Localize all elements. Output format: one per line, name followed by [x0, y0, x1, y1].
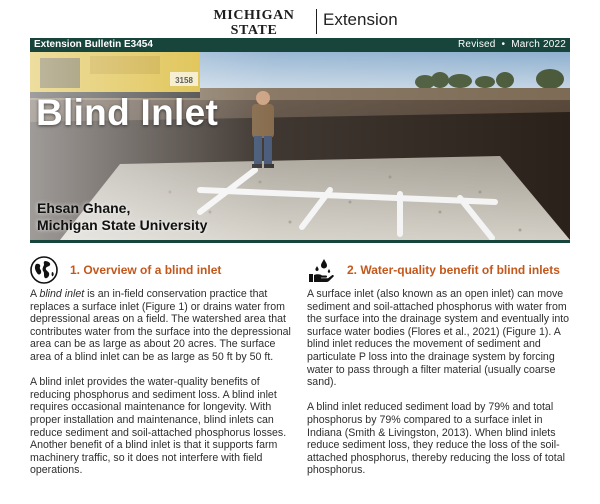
section-overview: [30, 252, 295, 490]
bulletin-bar: [30, 38, 570, 52]
date-label: March 2022: [511, 39, 566, 50]
section-divider: [30, 240, 570, 243]
author-affiliation: Michigan State University: [37, 217, 208, 233]
paragraph: [30, 288, 295, 364]
revised-label: Revised: [458, 39, 496, 50]
author-name: Ehsan Ghane,: [37, 200, 131, 216]
paragraph: A blind inlet provides the water-quality benefits of reducing phosphorus and sediment loss. A blind inlet requires occasional maintenance for longevity. With proper installation and maintenance, blind inlets can reduce sediment and soil-attached phosphorus losses. Another benefit of a blind inlet is that it supports farm machinery traffic, so it does not interfere with field operations.: [30, 376, 287, 477]
paragraph: A surface inlet (also known as an open inlet) can move sediment and soil-attached phosphorus with water from the surface into the drainage system and eventually into surface water bodies (Flores et al., 2021) (Figure 1). A blind inlet reduces the movement of sediment and particulate P loss into the drainage system by forcing water to pass through a filter material (usually coarse sand).: [307, 288, 570, 389]
water-hand-icon: [307, 256, 335, 284]
extension-label: Extension: [323, 10, 398, 29]
logo-divider: [316, 9, 317, 34]
section-header: [30, 252, 295, 288]
author-block: [37, 200, 207, 234]
section-title: 1. Overview of a blind inlet: [70, 263, 222, 277]
masthead: [0, 0, 600, 38]
hero-photo: [30, 52, 570, 240]
bulletin-number: Extension Bulletin E3454: [34, 39, 153, 50]
section-title: 2. Water-quality benefit of blind inlets: [347, 263, 560, 277]
logo-line1: MICHIGAN STATE: [213, 8, 295, 38]
revision-date: [458, 39, 566, 50]
globe-icon: [30, 256, 58, 284]
bullet-separator: •: [501, 39, 506, 50]
defined-term: blind inlet: [39, 288, 85, 300]
text-run: A: [30, 288, 40, 300]
paragraph: A blind inlet reduced sediment load by 79% and total phosphorus by 79% compared to a surface inlet in Indiana (Smith & Livingston, 2013). When blind inlets reduce sediment loss, they reduce the loss of the soil-attached phosphorus, thereby reducing the loss of total phosphorus.: [307, 401, 565, 477]
section-header: [307, 252, 572, 288]
text-run: is an in-field conservation practice that replaces a surface inlet (Figure 1) or drains water from depressional areas on a field. The watershed area that contributes water from the surface into the depressional area can be as large as about 20 acres. The surface area of a blind inlet can be as large as 50 ft by 50 ft.: [30, 288, 291, 363]
document-title: Blind Inlet: [36, 92, 219, 133]
section-water-quality: [307, 252, 572, 490]
